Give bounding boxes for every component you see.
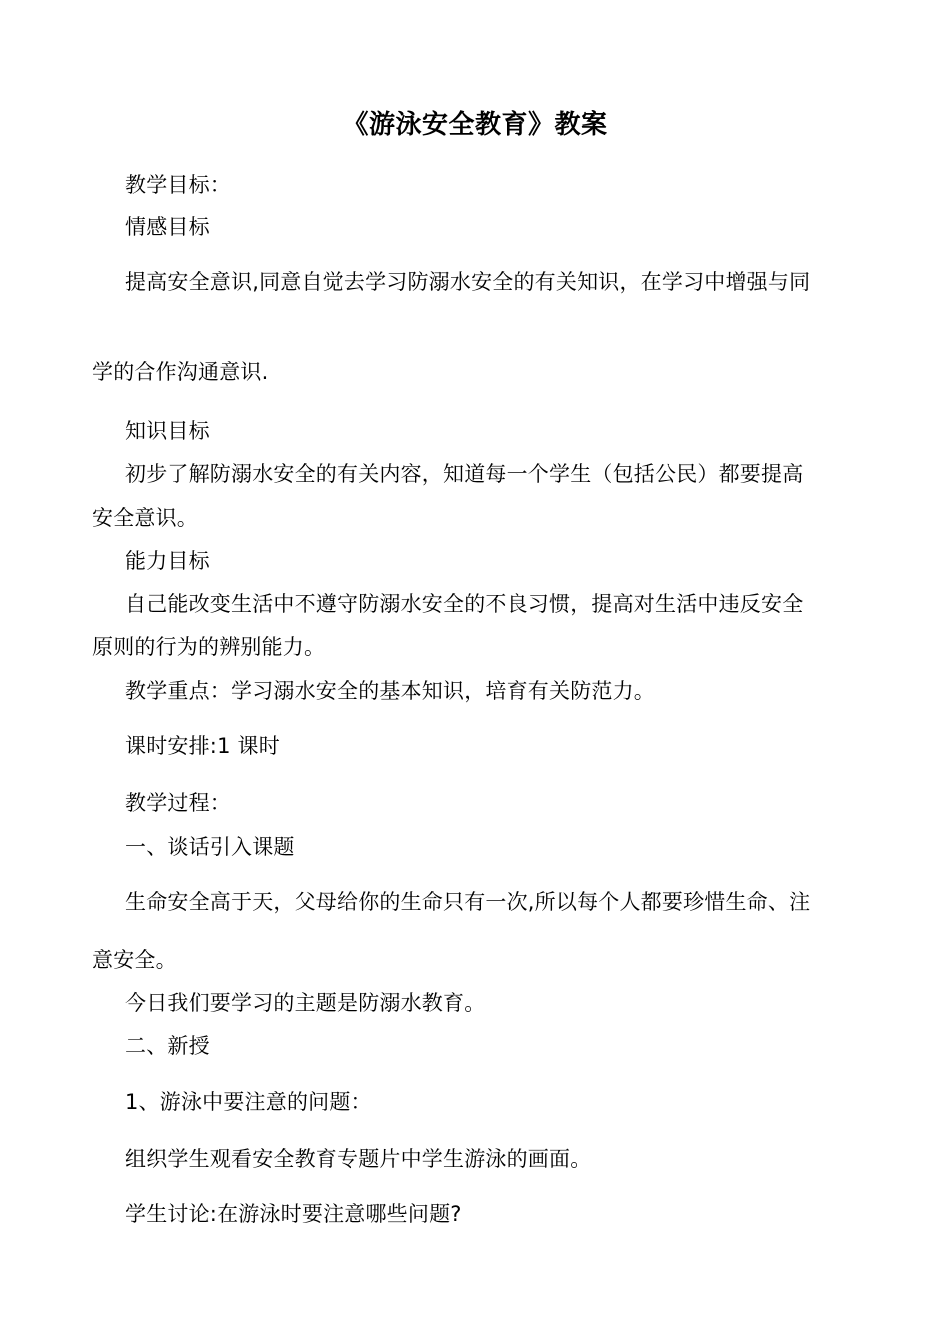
section-one-topic-line: 今日我们要学习的主题是防溺水教育。 (125, 991, 486, 1015)
key-points-line: 教学重点：学习溺水安全的基本知识，培育有关防范力。 (125, 679, 655, 703)
ability-goal-text-line-1: 自己能改变生活中不遵守防溺水安全的不良习惯，提高对生活中违反安全 (125, 592, 804, 616)
emotional-goal-text-line-1: 提高安全意识,同意自觉去学习防溺水安全的有关知识，在学习中增强与同 (125, 270, 811, 294)
teaching-goals-heading: 教学目标： (125, 173, 231, 197)
emotional-goal-text-line-2: 学的合作沟通意识. (92, 360, 269, 384)
knowledge-goal-heading: 知识目标 (125, 419, 210, 443)
knowledge-goal-text-line-2: 安全意识。 (92, 506, 198, 530)
document-title: 《游泳安全教育》教案 (342, 110, 608, 140)
process-heading: 教学过程： (125, 791, 231, 815)
schedule-line: 课时安排:1 课时 (125, 734, 280, 758)
ability-goal-heading: 能力目标 (125, 549, 210, 573)
knowledge-goal-text-line-1: 初步了解防溺水安全的有关内容，知道每一个学生（包括公民）都要提高 (125, 462, 804, 486)
subsection-one-heading: 1、游泳中要注意的问题： (125, 1090, 372, 1114)
ability-goal-text-line-2: 原则的行为的辨别能力。 (92, 635, 326, 659)
section-one-text-line-1: 生命安全高于天，父母给你的生命只有一次,所以每个人都要珍惜生命、注 (125, 890, 811, 914)
section-two-heading: 二、新授 (125, 1034, 210, 1058)
student-discussion-line: 学生讨论:在游泳时要注意哪些问题? (125, 1202, 462, 1226)
subsection-one-text: 组织学生观看安全教育专题片中学生游泳的画面。 (125, 1147, 592, 1171)
section-one-text-line-2: 意安全。 (92, 948, 177, 972)
emotional-goal-heading: 情感目标 (125, 215, 210, 239)
section-one-heading: 一、谈话引入课题 (125, 835, 295, 859)
